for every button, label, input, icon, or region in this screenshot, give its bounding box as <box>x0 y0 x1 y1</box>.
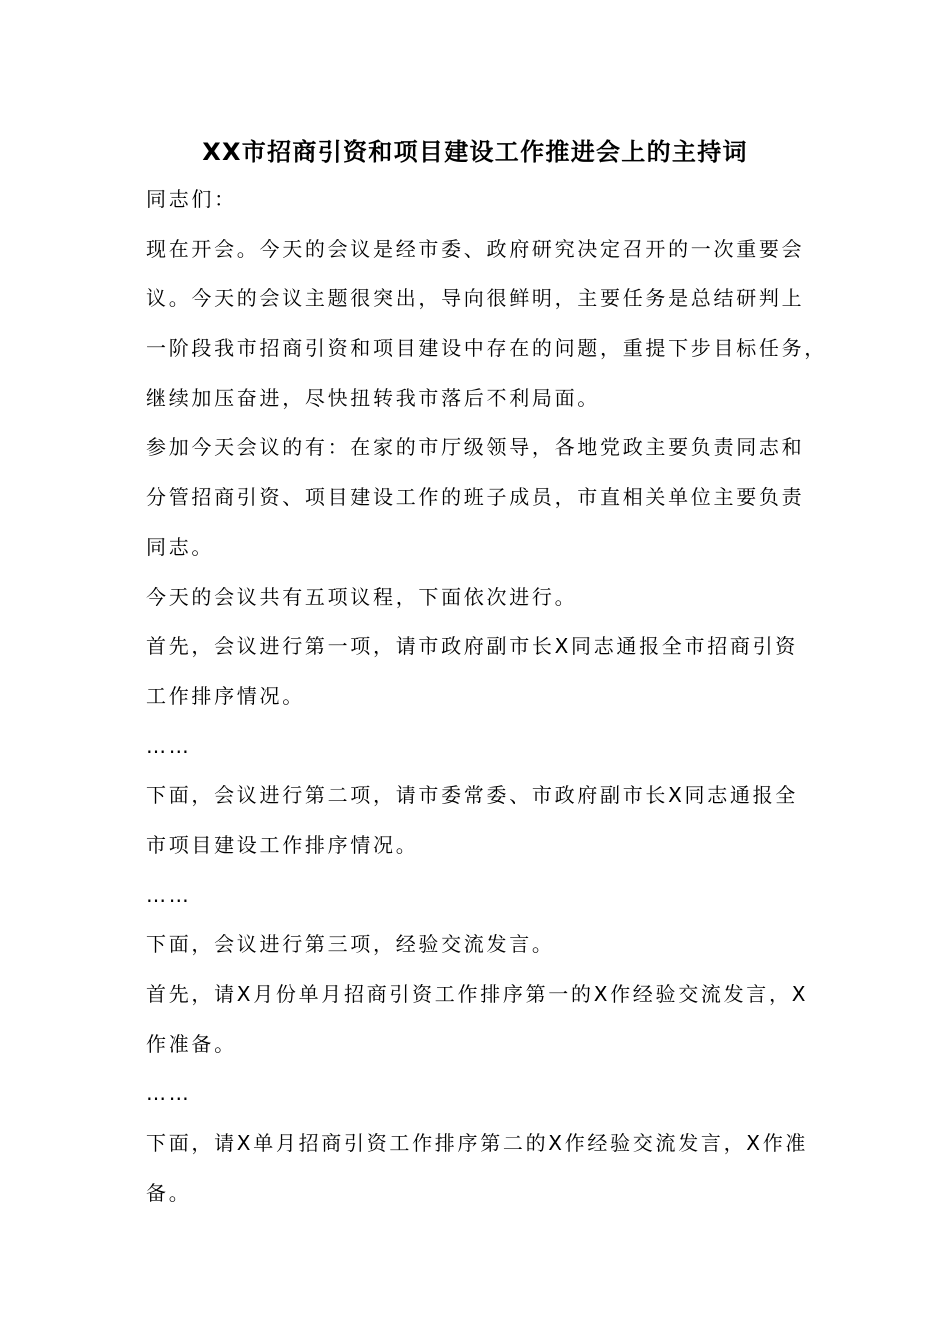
text-line: …… <box>146 733 192 758</box>
text-line: 作准备。 <box>146 1031 237 1056</box>
text-line: 一阶段我市招商引资和项目建设中存在的问题，重提下步目标任务， <box>146 336 827 361</box>
text-line: 今天的会议共有五项议程，下面依次进行。 <box>146 584 578 609</box>
document-body <box>146 175 846 1218</box>
text-line: 备。 <box>146 1180 192 1205</box>
text-line: 议。今天的会议主题很突出，导向很鲜明，主要任务是总结研判上 <box>146 286 805 311</box>
document-title: XX市招商引资和项目建设工作推进会上的主持词 <box>202 138 748 166</box>
text-line: 参加今天会议的有：在家的市厅级领导，各地党政主要负责同志和 <box>146 435 805 460</box>
text-line: 下面，请X单月招商引资工作排序第二的X作经验交流发言，X作准 <box>146 1131 809 1156</box>
text-line: …… <box>146 882 192 907</box>
text-line: 工作排序情况。 <box>146 683 305 708</box>
text-line: …… <box>146 1081 192 1106</box>
text-line: 下面，会议进行第三项，经验交流发言。 <box>146 932 555 957</box>
text-line: 首先，会议进行第一项，请市政府副市长X同志通报全市招商引资 <box>146 634 799 659</box>
text-line: 首先，请X月份单月招商引资工作排序第一的X作经验交流发言，X <box>146 982 809 1006</box>
text-line: 同志们： <box>146 187 237 211</box>
text-line: 下面，会议进行第二项，请市委常委、市政府副市长X同志通报全 <box>146 783 799 808</box>
text-line: 同志。 <box>146 534 215 559</box>
text-line: 市项目建设工作排序情况。 <box>146 832 419 857</box>
text-line: 继续加压奋进，尽快扭转我市落后不利局面。 <box>146 385 600 410</box>
text-line: 分管招商引资、项目建设工作的班子成员，市直相关单位主要负责 <box>146 485 805 510</box>
text-line: 现在开会。今天的会议是经市委、政府研究决定召开的一次重要会 <box>146 236 805 261</box>
